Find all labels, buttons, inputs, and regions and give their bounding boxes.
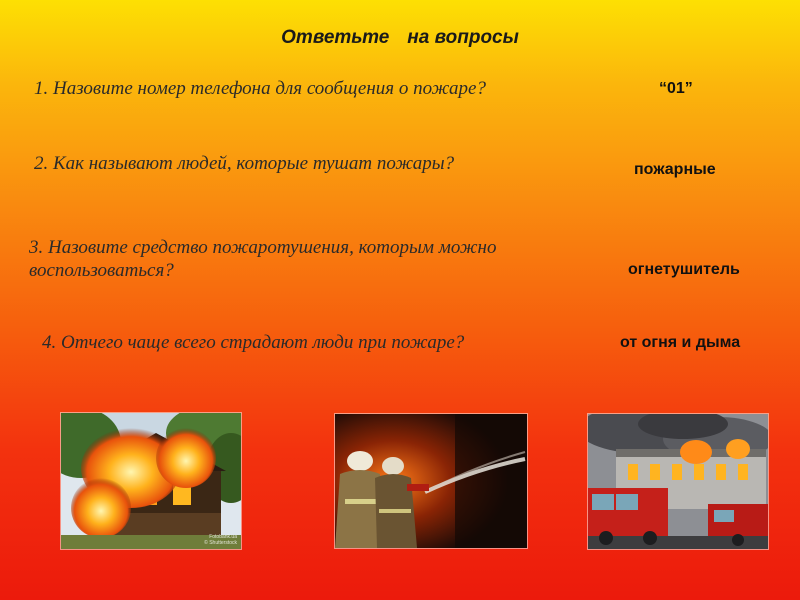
- question-2: 2. Как называют людей, которые тушат пожары?: [34, 153, 455, 174]
- question-3-line-2: воспользоваться?: [29, 260, 174, 281]
- slide-title: [0, 27, 800, 49]
- title-part-1: Ответьте: [281, 27, 390, 48]
- title-part-2: на вопросы: [407, 27, 519, 48]
- answer-1: “01”: [659, 80, 693, 97]
- question-4: 4. Отчего чаще всего страдают люди при пожаре?: [42, 332, 465, 353]
- photo-fire-trucks: [587, 413, 769, 550]
- photo-burning-house: [60, 412, 242, 550]
- photo-firefighters: [334, 413, 528, 549]
- photo-watermark: [204, 534, 237, 546]
- answer-4: от огня и дыма: [620, 334, 741, 351]
- answer-3: огнетушитель: [628, 261, 740, 278]
- question-1: 1. Назовите номер телефона для сообщения о пожаре?: [34, 78, 486, 99]
- question-3: [29, 236, 497, 282]
- watermark-line-1: Fotobank.ua: [209, 534, 237, 540]
- question-3-line-1: 3. Назовите средство пожаротушения, которым можно: [29, 237, 497, 258]
- watermark-line-2: © Shutterstock: [204, 540, 237, 546]
- answer-2: пожарные: [634, 161, 716, 178]
